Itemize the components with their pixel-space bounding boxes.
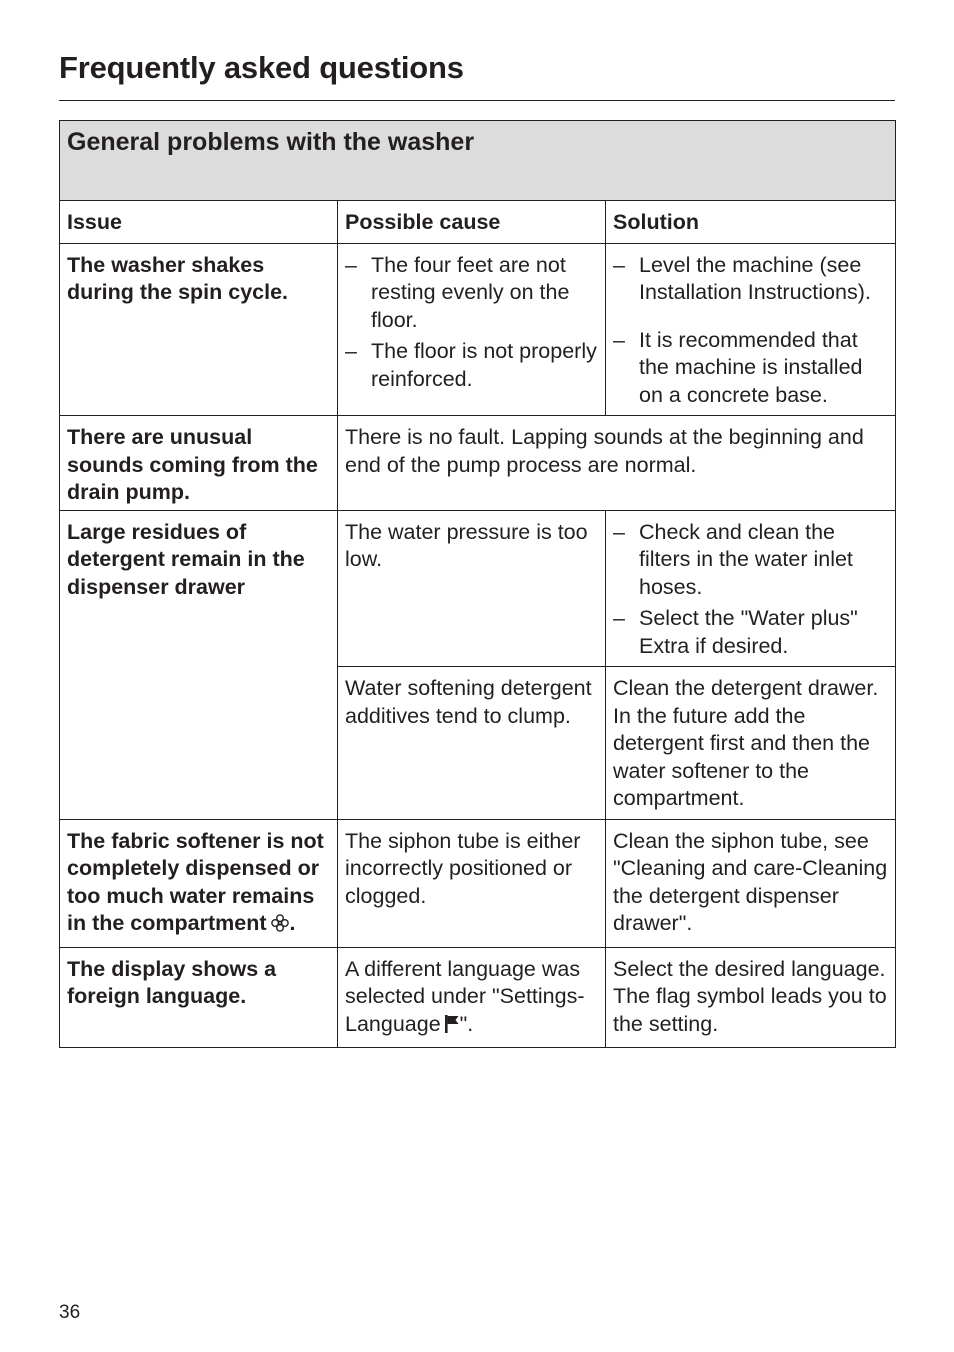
issue-cell: There are unusual sounds coming from the drain pump. (60, 416, 338, 511)
cause-cell (338, 243, 606, 416)
flower-icon (270, 913, 290, 941)
solution-cell: Select the desired language. The flag symbol leads you to the setting. (606, 947, 896, 1048)
header-possible-cause: Possible cause (338, 201, 606, 244)
cause-cell: The water pressure is too low. (338, 510, 606, 667)
cause-text: A different language was selected under "Settings-Language (345, 956, 585, 1036)
table-row (60, 243, 896, 416)
issue-cell: The display shows a foreign language. (60, 947, 338, 1048)
solution-item: – Check and clean the filters in the water inlet hoses. (613, 519, 889, 602)
cause-text-suffix: ". (459, 1011, 474, 1036)
solution-cell (606, 510, 896, 667)
solution-item: – Select the "Water plus" Extra if desired. (613, 605, 889, 660)
table-row (60, 947, 896, 1048)
section-header-row (60, 121, 896, 201)
solution-cell (606, 243, 896, 416)
page-number: 36 (59, 1302, 81, 1323)
solution-item: – It is recommended that the machine is installed on a concrete base. (613, 327, 889, 410)
page-title: Frequently asked questions (59, 50, 464, 85)
issue-cell: The washer shakes during the spin cycle. (60, 243, 338, 416)
section-title: General problems with the washer (60, 121, 896, 201)
cause-cell: The siphon tube is either incorrectly positioned or clogged. (338, 819, 606, 947)
table-row (60, 819, 896, 947)
solution-cell: Clean the siphon tube, see "Cleaning and care-Cleaning the detergent dispenser drawer". (606, 819, 896, 947)
cause-item: – The four feet are not resting evenly on the floor. (345, 252, 599, 335)
cause-cell (338, 947, 606, 1048)
title-divider (59, 100, 895, 101)
faq-table (59, 120, 896, 1048)
table-row (60, 510, 896, 667)
combined-cause-solution-cell: There is no fault. Lapping sounds at the beginning and end of the pump process are normal. (338, 416, 896, 511)
flag-icon (444, 1014, 460, 1042)
solution-item: – Level the machine (see Installation Instructions). (613, 252, 889, 307)
issue-text: The fabric softener is not completely dispensed or too much water remains in the compartment (67, 828, 324, 935)
table-row (60, 416, 896, 511)
header-solution: Solution (606, 201, 896, 244)
column-header-row (60, 201, 896, 244)
solution-cell: Clean the detergent drawer. In the future add the detergent first and then the water softener to the compartment. (606, 667, 896, 820)
issue-cell: The fabric softener is not completely dispensed or too much water remains in the compartment . (60, 819, 338, 947)
issue-cell: Large residues of detergent remain in the dispenser drawer (60, 510, 338, 819)
cause-cell: Water softening detergent additives tend to clump. (338, 667, 606, 820)
cause-item: – The floor is not properly reinforced. (345, 338, 599, 393)
header-issue: Issue (60, 201, 338, 244)
